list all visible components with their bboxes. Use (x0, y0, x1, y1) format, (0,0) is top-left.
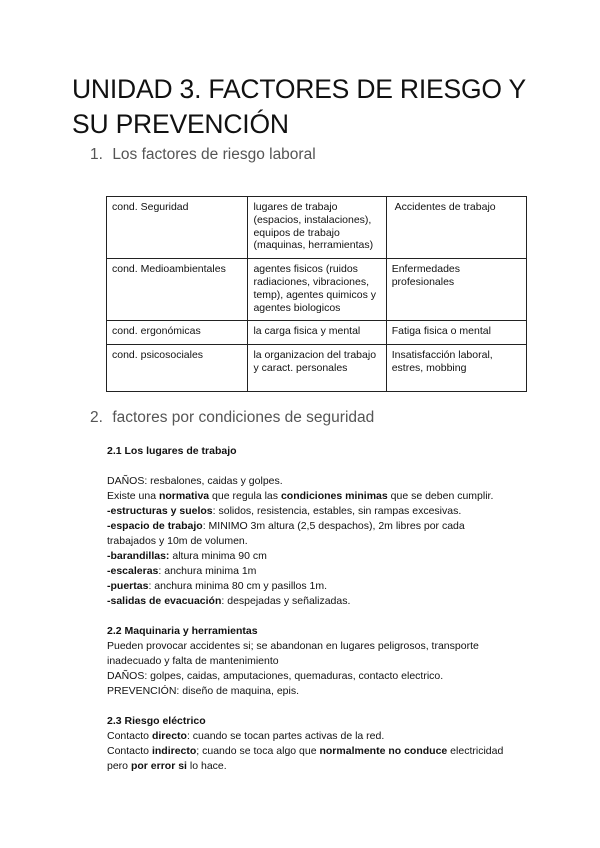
bold-text: indirecto (151, 745, 197, 757)
list-item (107, 504, 532, 519)
paragraph-damages: DAÑOS: resbalones, caidas y golpes. (107, 475, 283, 487)
list-item (107, 549, 532, 564)
table-row (107, 259, 527, 321)
table-cell-effect (386, 197, 526, 259)
table-cell-factors: lugares de trabajo (espacios, instalaciones), equipos de trabajo (maquinas, herramientas) (248, 197, 386, 259)
list-item (107, 594, 532, 609)
text-run: : solidos, resistencia, estables, sin rampas excesivas. (212, 505, 462, 517)
text-run: Existe una (107, 490, 159, 502)
bold-text: por error si (130, 760, 187, 772)
text-run: altura minima 90 cm (169, 550, 267, 562)
spacer (107, 609, 532, 624)
table-cell-factors: la carga fisica y mental (248, 321, 386, 345)
page-title: UNIDAD 3. FACTORES DE RIESGO Y SU PREVENCIÓN (72, 74, 526, 139)
bold-text: -estructuras y suelos (107, 505, 213, 517)
text-run: : anchura minima 80 cm y pasillos 1m. (148, 580, 328, 592)
list-item (107, 519, 532, 534)
text-run: electricidad (447, 745, 504, 757)
section-heading-safety-conditions (90, 409, 374, 427)
table-cell-condition: cond. Medioambientales (107, 259, 248, 321)
table-cell-factors: la organizacion del trabajo y caract. personales (248, 345, 386, 392)
subsection-heading-electrical-risk: 2.3 Riesgo eléctrico (107, 715, 206, 727)
spacer (107, 459, 532, 474)
paragraph-machinery-cont: inadecuado y falta de mantenimiento (107, 655, 279, 667)
paragraph-machinery: Pueden provocar accidentes si; se abandonan en lugares peligrosos, transporte (107, 640, 479, 652)
text-run: ; cuando se toca algo que (196, 745, 320, 757)
section-title: factores por condiciones de seguridad (112, 409, 375, 426)
bold-text: -barandillas: (107, 550, 170, 562)
text-run: : despejadas y señalizadas. (221, 595, 351, 607)
table-row (107, 197, 527, 259)
text-run: lo hace. (186, 760, 227, 772)
bold-text: -salidas de evacuación (107, 595, 222, 607)
paragraph-damages: DAÑOS: golpes, caidas, amputaciones, quemaduras, contacto electrico. (107, 670, 444, 682)
section-content (107, 444, 532, 774)
table-cell-effect: Fatiga fisica o mental (386, 321, 526, 345)
table-cell-effect-text: Accidentes de trabajo (394, 201, 496, 213)
paragraph-direct-contact (107, 729, 532, 744)
paragraph-indirect-contact (107, 744, 532, 759)
bold-text: -puertas (107, 580, 149, 592)
bold-text: -espacio de trabajo (107, 520, 203, 532)
section-heading-risk-factors (90, 146, 316, 164)
section-title: Los factores de riesgo laboral (112, 146, 316, 163)
text-run: : anchura minima 1m (158, 565, 257, 577)
table-cell-condition: cond. Seguridad (107, 197, 248, 259)
table-cell-effect: Enfermedades profesionales (386, 259, 526, 321)
risk-factors-table (106, 196, 527, 392)
table-row (107, 345, 527, 392)
table-cell-condition: cond. psicosociales (107, 345, 248, 392)
text-run: Contacto (107, 745, 152, 757)
subsection-heading-machinery: 2.2 Maquinaria y herramientas (107, 625, 258, 637)
bold-text: normalmente no conduce (319, 745, 448, 757)
table-row (107, 321, 527, 345)
text-run: que regula las (209, 490, 281, 502)
list-item (107, 579, 532, 594)
section-number: 2. (90, 409, 103, 426)
bold-text: condiciones minimas (280, 490, 388, 502)
paragraph-regulation (107, 489, 532, 504)
bold-text: directo (151, 730, 187, 742)
text-run: : cuando se tocan partes activas de la red. (186, 730, 385, 742)
text-run: que se deben cumplir. (387, 490, 494, 502)
bold-text: normativa (158, 490, 210, 502)
paragraph-prevention: PREVENCIÓN: diseño de maquina, epis. (107, 685, 300, 697)
spacer (107, 699, 532, 714)
text-run: pero (107, 760, 131, 772)
text-run: Contacto (107, 730, 152, 742)
subsection-heading-workplaces: 2.1 Los lugares de trabajo (107, 445, 237, 457)
list-item-continuation: trabajados y 10m de volumen. (107, 535, 248, 547)
table-cell-condition: cond. ergonómicas (107, 321, 248, 345)
text-run: : MINIMO 3m altura (2,5 despachos), 2m libres por cada (202, 520, 465, 532)
table-cell-effect: Insatisfacción laboral, estres, mobbing (386, 345, 526, 392)
section-number: 1. (90, 146, 103, 163)
bold-text: -escaleras (107, 565, 159, 577)
paragraph-by-error (107, 759, 532, 774)
list-item (107, 564, 532, 579)
table-cell-factors: agentes fisicos (ruidos radiaciones, vibraciones, temp), agentes quimicos y agentes biologicos (248, 259, 386, 321)
